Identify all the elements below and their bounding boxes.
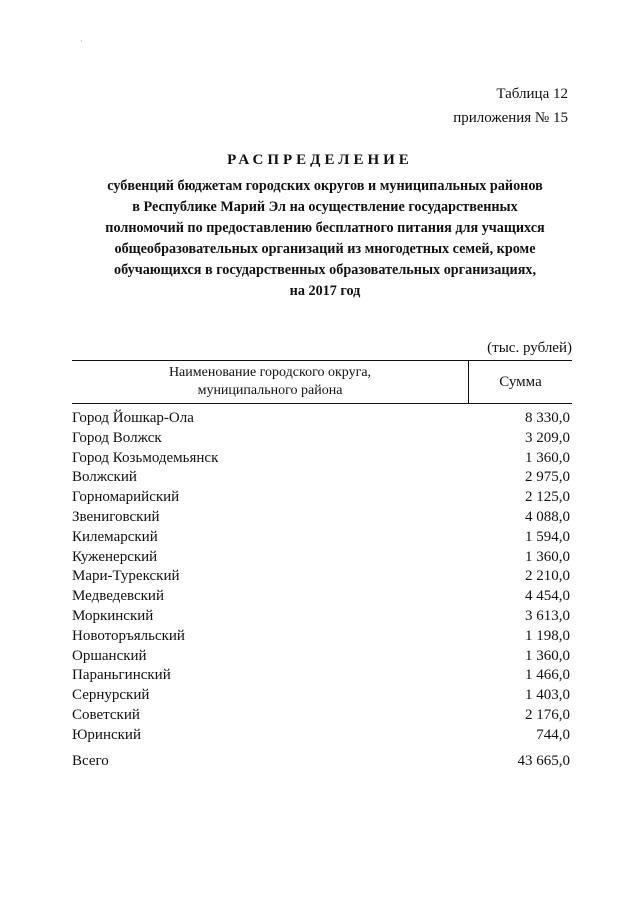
district-sum: 1 403,0 [525, 687, 570, 704]
district-name: Звениговский [72, 508, 160, 525]
header-name-cell [72, 361, 469, 403]
district-name: Медведевский [72, 588, 164, 605]
table-row [72, 607, 572, 627]
table-row [72, 666, 572, 686]
district-name: Город Йошкар-Ола [72, 410, 194, 426]
subtitle-line: на 2017 год [289, 283, 361, 299]
district-name: Моркинский [72, 607, 154, 624]
district-sum: 3 613,0 [525, 607, 570, 624]
district-name: Советский [72, 706, 140, 723]
table-row [72, 647, 572, 667]
district-sum: 4 454,0 [525, 588, 570, 605]
table-row [72, 528, 572, 548]
district-sum: 1 360,0 [525, 647, 570, 664]
table-header [72, 360, 572, 404]
subtitle-line: в Республике Марий Эл на осуществление государственных [132, 199, 518, 215]
district-sum: 1 466,0 [525, 667, 570, 684]
district-name: Новоторъяльский [72, 627, 185, 644]
district-sum: 1 360,0 [525, 449, 570, 466]
total-row [72, 752, 572, 772]
total-value: 43 665,0 [517, 752, 570, 769]
table-label: Таблица 12 [496, 86, 568, 102]
district-sum: 2 975,0 [525, 469, 570, 486]
table-row [72, 468, 572, 488]
district-sum: 744,0 [536, 726, 570, 743]
header-name-line: муниципального района [197, 383, 343, 398]
table-row [72, 567, 572, 587]
table-row [72, 627, 572, 647]
district-name: Куженерский [72, 548, 158, 565]
district-sum: 8 330,0 [525, 410, 570, 426]
district-sum: 2 125,0 [525, 489, 570, 506]
district-name: Волжский [72, 469, 137, 486]
district-name: Горномарийский [72, 489, 180, 506]
district-name: Килемарский [72, 528, 158, 545]
district-sum: 1 198,0 [525, 627, 570, 644]
scan-mark: · [80, 37, 83, 46]
district-name: Мари-Турекский [72, 568, 180, 585]
table-row [72, 706, 572, 726]
table-row [72, 686, 572, 706]
table-row [72, 449, 572, 469]
document-title: РАСПРЕДЕЛЕНИЕ [227, 152, 413, 168]
document-subtitle [75, 176, 575, 302]
table-row [72, 587, 572, 607]
table-number-block [453, 82, 568, 130]
total-label: Всего [72, 752, 109, 769]
units-label: (тыс. рублей) [487, 340, 572, 356]
subtitle-line: субвенций бюджетам городских округов и муниципальных районов [107, 178, 543, 194]
district-name: Параньгинский [72, 667, 171, 684]
table-row [72, 409, 572, 429]
header-name-line: Наименование городского округа, [168, 365, 372, 380]
header-sum-cell: Сумма [499, 373, 542, 390]
district-name: Город Козьмодемьянск [72, 449, 219, 466]
table-row [72, 508, 572, 528]
table-row [72, 548, 572, 568]
table-row [72, 726, 572, 746]
table-row [72, 429, 572, 449]
subtitle-line: обучающихся в государственных образовательных организациях, [113, 262, 537, 278]
district-sum: 2 210,0 [525, 568, 570, 585]
district-name: Сернурский [72, 687, 150, 704]
district-name: Город Волжск [72, 429, 162, 446]
subtitle-line: полномочий по предоставлению бесплатного питания для учащихся [105, 220, 545, 236]
subtitle-line: общеобразовательных организаций из многодетных семей, кроме [114, 241, 536, 257]
district-sum: 3 209,0 [525, 429, 570, 446]
table-body [72, 409, 572, 746]
district-sum: 2 176,0 [525, 706, 570, 723]
table-row [72, 488, 572, 508]
distribution-table [72, 360, 572, 771]
district-name: Оршанский [72, 647, 147, 664]
district-sum: 1 594,0 [525, 528, 570, 545]
district-name: Юринский [72, 726, 141, 743]
district-sum: 1 360,0 [525, 548, 570, 565]
district-sum: 4 088,0 [525, 508, 570, 525]
appendix-label: приложения № 15 [453, 110, 568, 126]
